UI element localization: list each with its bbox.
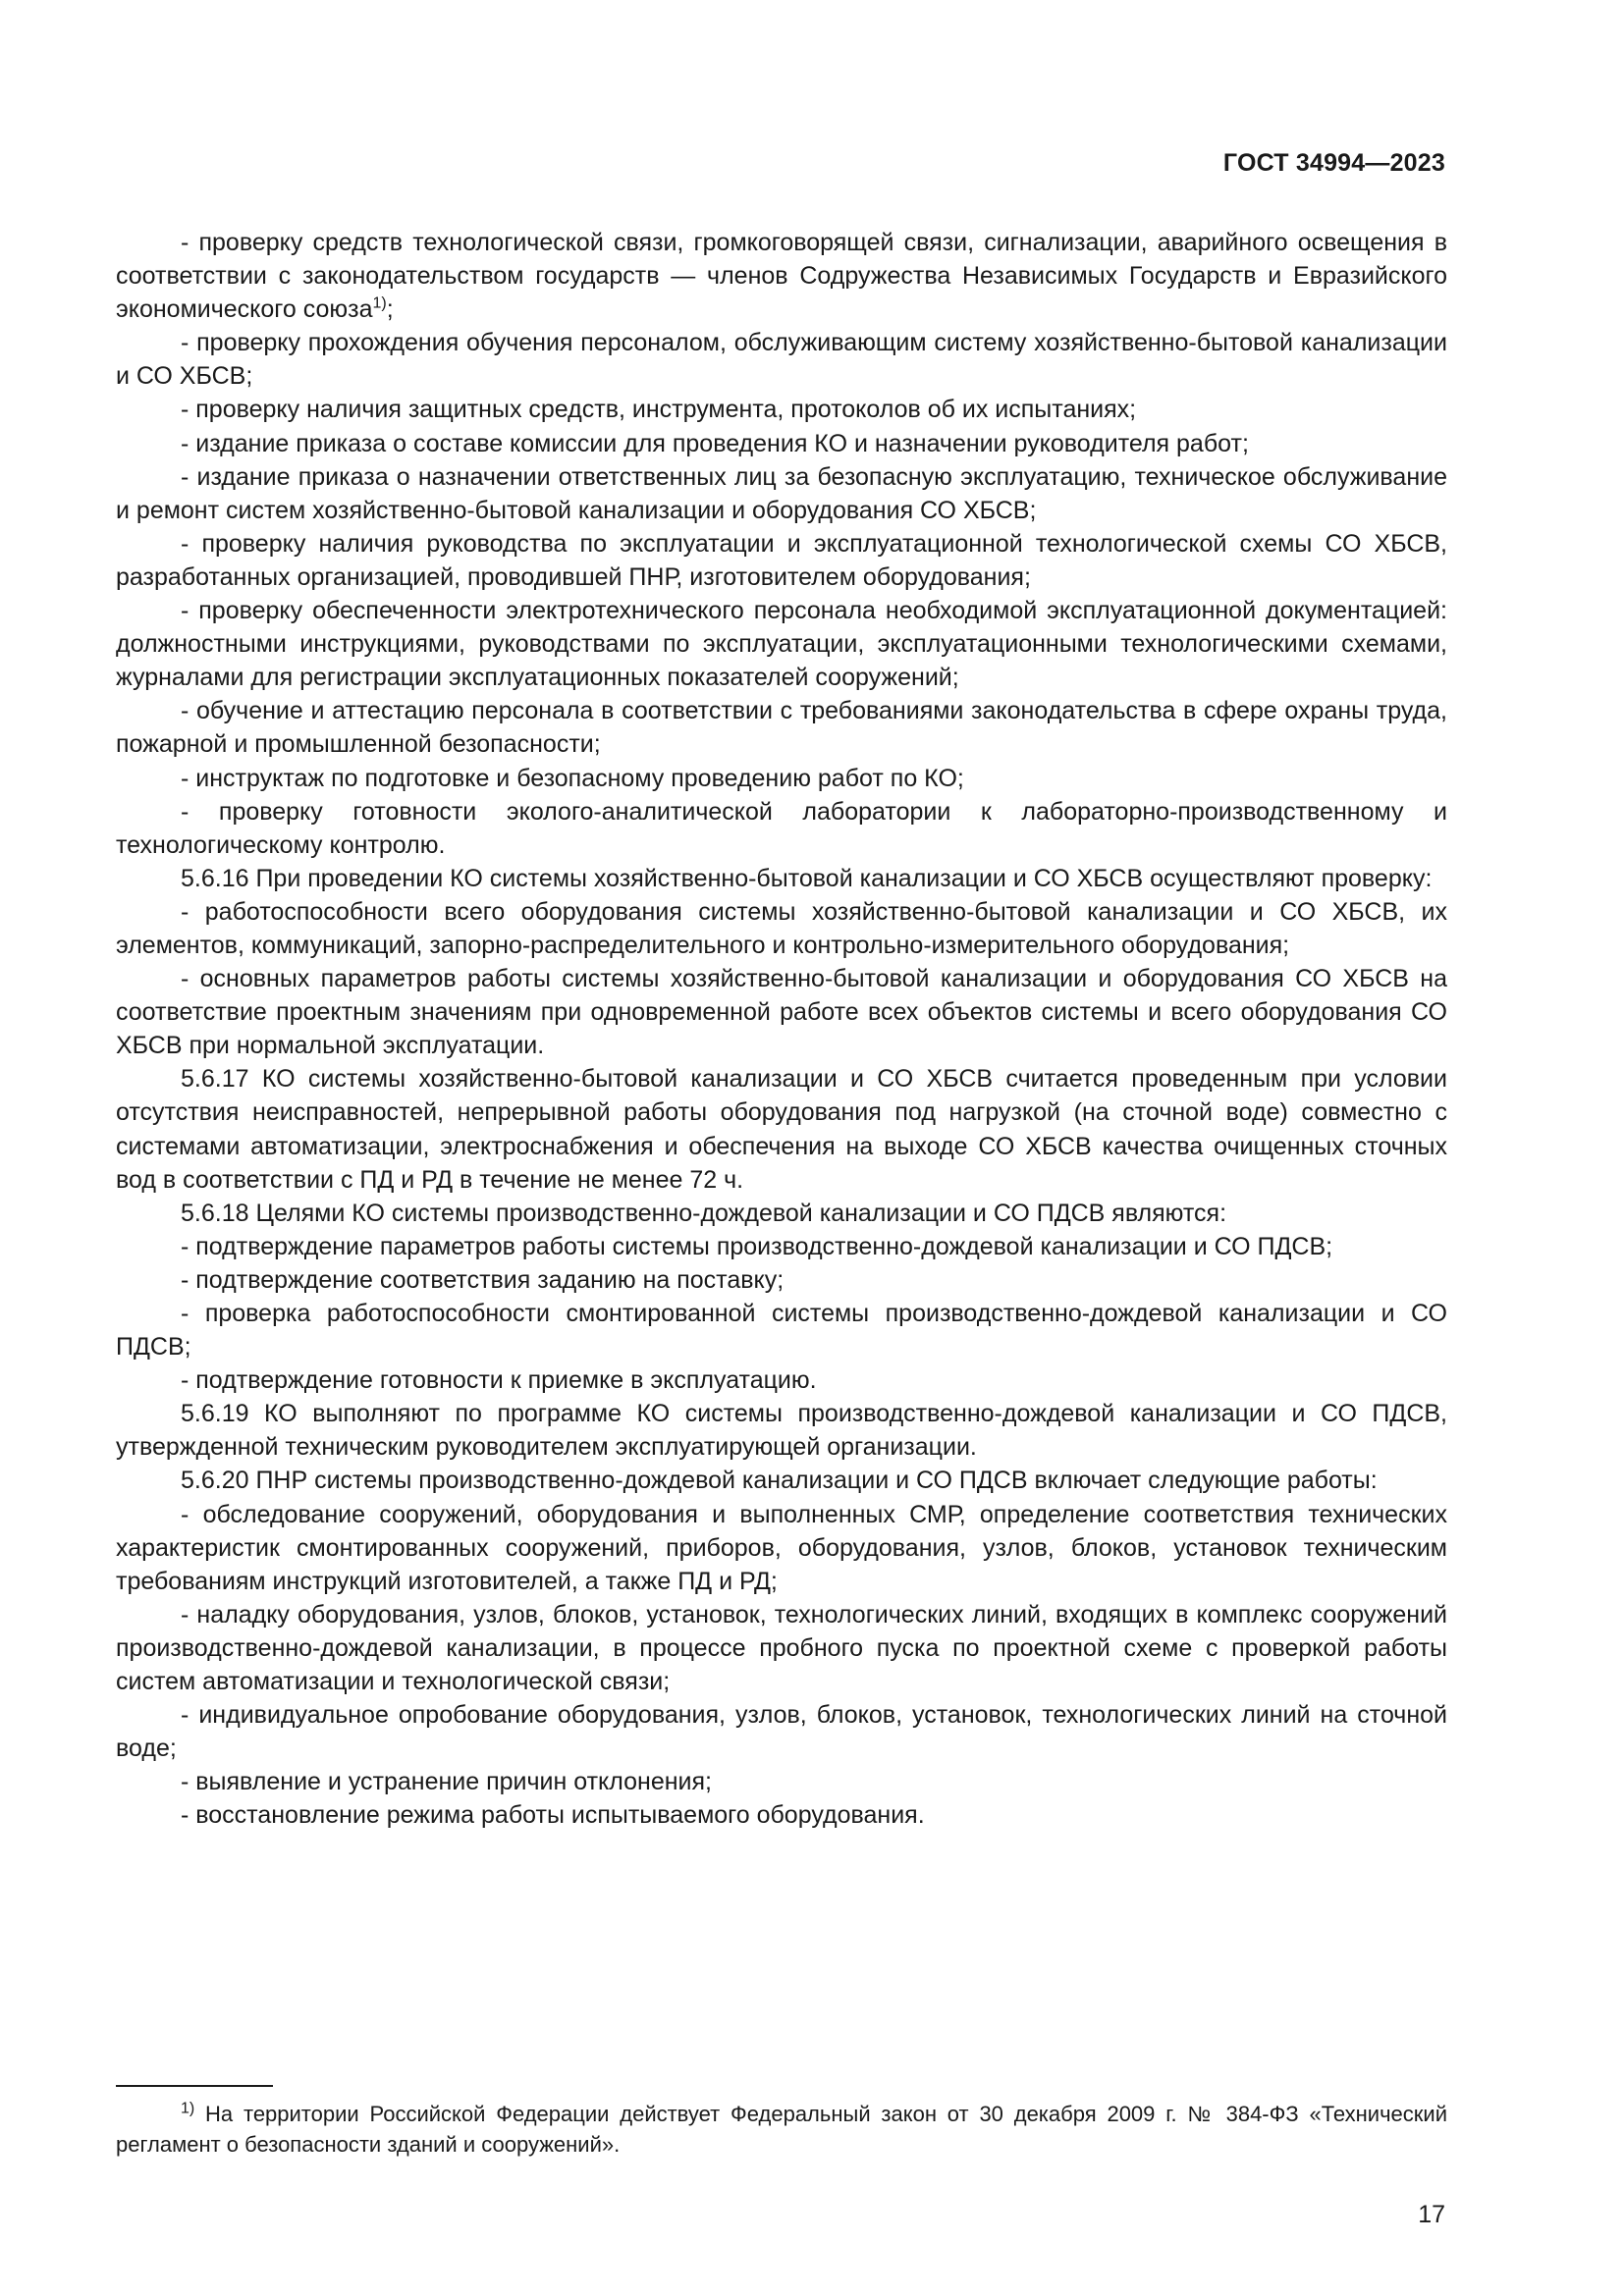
paragraph: 5.6.19 КО выполняют по программе КО системы производственно-дождевой канализации и СО ПДСВ, утвержденной техническим руководителем эксплуатирующей организации. <box>116 1400 1447 1462</box>
paragraph: - проверку обеспеченности электротехнического персонала необходимой эксплуатационной документацией: должностными инструкциями, руководствами по эксплуатации, эксплуатационными технологическими схемами, журналами для регистрации эксплуатационных показателей сооружений; <box>116 597 1447 692</box>
paragraph: - работоспособности всего оборудования системы хозяйственно-бытовой канализации и СО ХБСВ, их элементов, коммуникаций, запорно-распределительного и контрольно-измерительного оборудования; <box>116 897 1447 959</box>
paragraph-text-tail: ; <box>386 295 394 324</box>
paragraph: - издание приказа о назначении ответственных лиц за безопасную эксплуатацию, техническое обслуживание и ремонт систем хозяйственно-бытовой канализации и оборудования СО ХБСВ; <box>116 462 1447 524</box>
paragraph <box>116 226 1447 326</box>
page-number: 17 <box>1418 2201 1445 2228</box>
paragraph: - подтверждение готовности к приемке в эксплуатацию. <box>181 1366 817 1395</box>
footnote-marker: 1) <box>181 2100 195 2117</box>
paragraph: - обследование сооружений, оборудования и выполненных СМР, определение соответствия технических характеристик смонтированных сооружений, приборов, оборудования, узлов, блоков, установок техническим требованиям инструкций изготовителей, а также ПД и РД; <box>116 1500 1447 1595</box>
paragraph: - обучение и аттестацию персонала в соответствии с требованиями законодательства в сфере охраны труда, пожарной и промышленной безопасности; <box>116 697 1447 759</box>
paragraph: 5.6.17 КО системы хозяйственно-бытовой канализации и СО ХБСВ считается проведенным при условии отсутствия неисправностей, непрерывной работы оборудования под нагрузкой (на сточной воде) совместно с системами автоматизации, электроснабжения и обеспечения на выходе СО ХБСВ качества очищенных сточных вод в соответствии с ПД и РД в течение не менее 72 ч. <box>116 1065 1447 1194</box>
paragraph: - издание приказа о составе комиссии для проведения КО и назначении руководителя работ; <box>181 429 1249 457</box>
paragraph: - инструктаж по подготовке и безопасному проведению работ по КО; <box>181 764 964 792</box>
paragraph: - проверку наличия руководства по эксплуатации и эксплуатационной технологической схемы СО ХБСВ, разработанных организацией, проводившей ПНР, изготовителем оборудования; <box>116 529 1447 591</box>
document-body <box>116 226 1447 1833</box>
paragraph: - подтверждение соответствия заданию на поставку; <box>181 1265 785 1294</box>
paragraph: - проверку прохождения обучения персоналом, обслуживающим систему хозяйственно-бытовой канализации и СО ХБСВ; <box>116 329 1447 391</box>
paragraph: - индивидуальное опробование оборудования, узлов, блоков, установок, технологических линий на сточной воде; <box>116 1701 1447 1763</box>
paragraph: - основных параметров работы системы хозяйственно-бытовой канализации и оборудования СО ХБСВ на соответствие проектным значениям при одновременной работе всех объектов системы и всего оборудования СО ХБСВ при нормальной эксплуатации. <box>116 965 1447 1060</box>
page-header-standard: ГОСТ 34994—2023 <box>1222 149 1445 177</box>
paragraph: 5.6.16 При проведении КО системы хозяйственно-бытовой канализации и СО ХБСВ осуществляют проверку: <box>181 864 1433 892</box>
paragraph: - наладку оборудования, узлов, блоков, установок, технологических линий, входящих в комплекс сооружений производственно-дождевой канализации, в процессе пробного пуска по проектной схеме с проверкой работы систем автоматизации и технологической связи; <box>116 1600 1447 1696</box>
footnote-text: На территории Российской Федерации действует Федеральный закон от 30 декабря 2009 г. № 384-ФЗ «Технический регламент о безопасности зданий и сооружений». <box>116 2102 1447 2157</box>
paragraph: - восстановление режима работы испытываемого оборудования. <box>181 1801 925 1830</box>
paragraph: 5.6.18 Целями КО системы производственно-дождевой канализации и СО ПДСВ являются: <box>181 1199 1227 1227</box>
footnote-divider <box>116 2085 273 2087</box>
paragraph-text: - проверку средств технологической связи, громкоговорящей связи, сигнализации, аварийного освещения в соответствии с законодательством государств — членов Содружества Независимых Государств и Евразийского экономического союза <box>116 229 1447 324</box>
footnote-reference: 1) <box>372 294 387 312</box>
footnote <box>116 2099 1447 2160</box>
paragraph: - подтверждение параметров работы системы производственно-дождевой канализации и СО ПДСВ; <box>181 1232 1333 1260</box>
paragraph: - проверку наличия защитных средств, инструмента, протоколов об их испытаниях; <box>181 396 1137 424</box>
paragraph: - выявление и устранение причин отклонения; <box>181 1768 713 1796</box>
paragraph: - проверка работоспособности смонтированной системы производственно-дождевой канализации и СО ПДСВ; <box>116 1300 1447 1362</box>
paragraph: 5.6.20 ПНР системы производственно-дождевой канализации и СО ПДСВ включает следующие работы: <box>181 1467 1378 1495</box>
paragraph: - проверку готовности эколого-аналитической лаборатории к лабораторно-производственному и технологическому контролю. <box>116 797 1447 859</box>
